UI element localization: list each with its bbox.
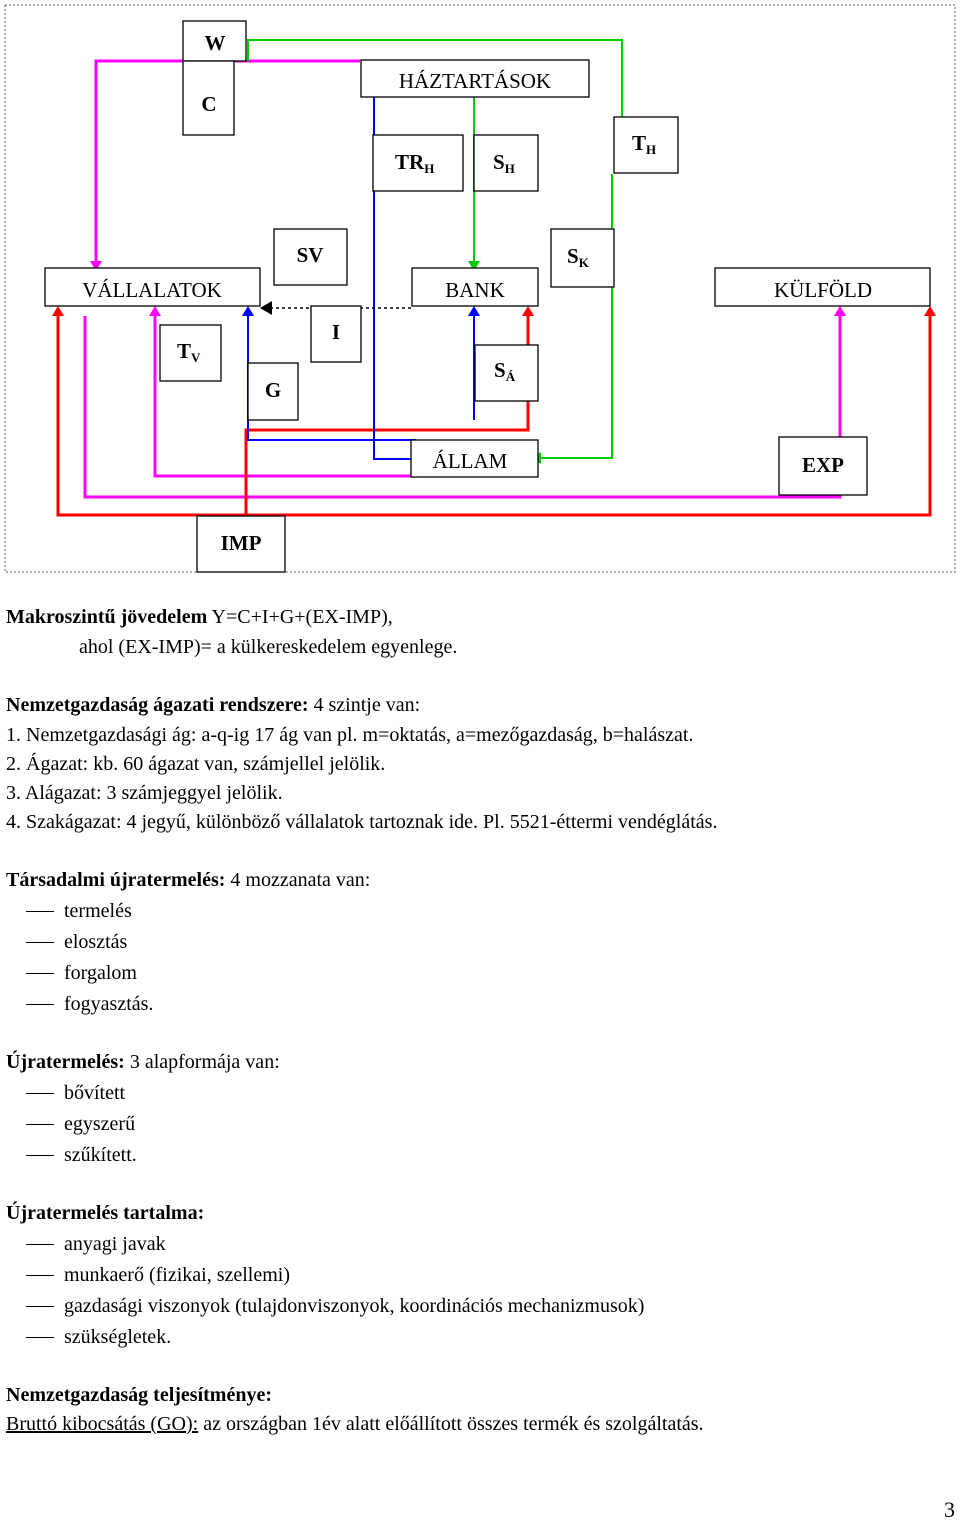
list-item: anyagi javak	[6, 1233, 166, 1255]
social-reproduction-heading: Társadalmi újratermelés:	[6, 869, 226, 891]
page-number: 3	[944, 1497, 955, 1522]
sector-system-heading-rest: 4 szintje van:	[308, 694, 421, 716]
label-haztartasok: HÁZTARTÁSOK	[398, 69, 552, 93]
label-c: C	[201, 92, 217, 116]
list-item: fogyasztás.	[6, 993, 153, 1015]
list-item: szűkített.	[6, 1144, 137, 1166]
sector-level-item: 3. Alágazat: 3 számjeggyel jelölik.	[6, 782, 283, 804]
label-g: G	[264, 378, 282, 402]
arrowheads-red	[52, 306, 936, 316]
label-sv: SV	[296, 243, 324, 267]
label-s-h: $S_H$	[493, 150, 515, 176]
label-t-v: $T_V$	[177, 339, 201, 365]
gross-output-definition: az országban 1év alatt előállított összes termék és szolgáltatás.	[198, 1413, 704, 1435]
list-item: gazdasági viszonyok (tulajdonviszonyok, koordinációs mechanizmusok)	[6, 1295, 644, 1317]
label-w: W	[204, 31, 226, 55]
label-s-a: $S_Á$	[494, 358, 516, 384]
list-item: szükségletek.	[6, 1326, 171, 1348]
list-item: elosztás	[6, 931, 127, 953]
label-vallalatok: VÁLLALATOK	[82, 278, 222, 302]
reproduction-forms-heading: Újratermelés:	[6, 1051, 125, 1073]
list-item: bővített	[6, 1082, 125, 1104]
label-bank: BANK	[445, 278, 505, 302]
economic-flow-diagram	[0, 0, 960, 580]
sector-level-item: 1. Nemzetgazdasági ág: a-q-ig 17 ág van pl. m=oktatás, a=mezőgazdaság, b=halászat.	[6, 724, 694, 746]
list-item: egyszerű	[6, 1113, 135, 1135]
sector-level-item: 4. Szakágazat: 4 jegyű, különböző vállalatok tartoznak ide. Pl. 5521-éttermi vendéglátás.	[6, 811, 718, 833]
label-i: I	[331, 320, 341, 344]
sector-system-heading: Nemzetgazdaság ágazati rendszere:	[6, 694, 309, 716]
gross-output-term: Bruttó kibocsátás (GO):	[6, 1413, 199, 1435]
label-t-h: $T_H$	[632, 131, 657, 157]
label-exp: EXP	[802, 453, 844, 477]
list-item: forgalom	[6, 962, 137, 984]
reproduction-forms-heading-rest: 3 alapformája van:	[124, 1051, 280, 1073]
label-allam: ÁLLAM	[432, 449, 508, 473]
national-performance-heading: Nemzetgazdaság teljesítménye:	[6, 1384, 273, 1406]
macro-income-explanation: ahol (EX-IMP)= a külkereskedelem egyenlege.	[79, 636, 458, 658]
list-item: termelés	[6, 900, 132, 922]
label-s-k: $S_K$	[567, 244, 589, 270]
label-imp: IMP	[220, 531, 262, 555]
list-item: munkaerő (fizikai, szellemi)	[6, 1264, 290, 1286]
label-tr-h: $TR_H$	[395, 150, 435, 176]
reproduction-content-heading: Újratermelés tartalma:	[6, 1202, 205, 1224]
sector-level-item: 2. Ágazat: kb. 60 ágazat van, számjellel jelölik.	[6, 753, 386, 775]
social-reproduction-heading-rest: 4 mozzanata van:	[225, 869, 371, 891]
label-kulfold: KÜLFÖLD	[774, 278, 872, 302]
macro-income-heading: Makroszintű jövedelem	[6, 606, 208, 628]
macro-income-formula: Y=C+I+G+(EX-IMP),	[207, 606, 393, 628]
